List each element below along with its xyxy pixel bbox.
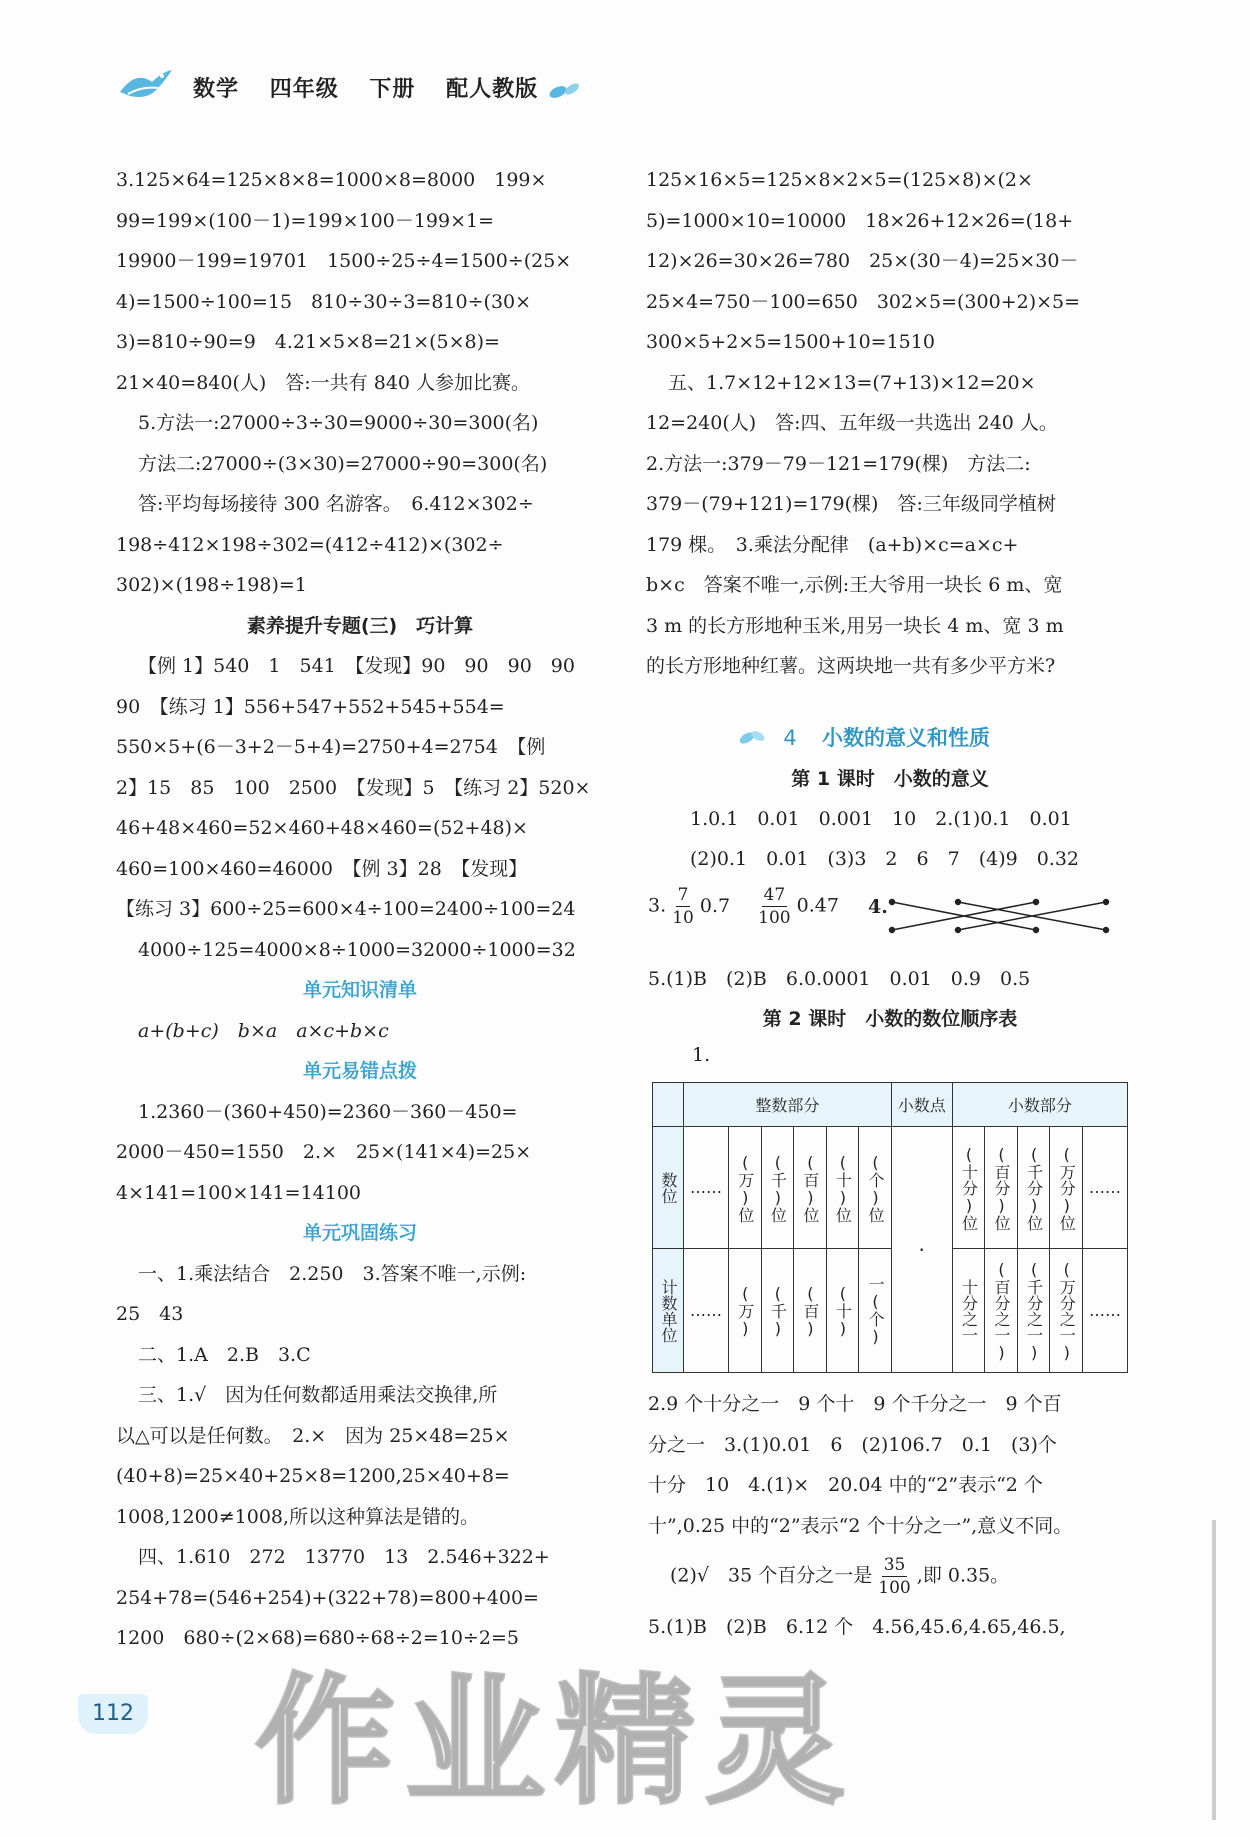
text-line: 460=100×460=46000 【例 3】28 【发现】	[116, 857, 528, 880]
text-line: 五、1.7×12+12×13=(7+13)×12=20×	[668, 371, 1036, 394]
header-subject: 数学	[193, 77, 240, 102]
unit-number: 4	[783, 726, 797, 750]
place-value-table	[652, 1082, 1128, 1373]
page-number-badge	[78, 1694, 148, 1734]
fraction-47-100: $\frac{47}{100}$	[758, 885, 791, 928]
text-line: (40+8)=25×40+25×8=1200,25×40+8=	[116, 1465, 510, 1487]
text-line: 5.方法一:27000÷3÷30=9000÷30=300(名)	[138, 412, 539, 434]
text-line: 2.9 个十分之一 9 个十 9 个千分之一 9 个百	[648, 1393, 1062, 1415]
place-ge: (个)位	[865, 1152, 885, 1223]
left-column	[116, 160, 604, 1659]
l1-line2: (2)0.1 0.01 (3)3 2 6 7 (4)9 0.32	[690, 848, 1080, 870]
header-volume: 下册	[369, 77, 416, 102]
text-line: 1008,1200≠1008,所以这种算法是错的。	[116, 1505, 480, 1528]
text-line: 254+78=(546+254)+(322+78)=800+400=	[116, 1586, 539, 1609]
fraction-35-100: $\frac{35}{100}$	[878, 1555, 911, 1598]
text-line: 302)×(198÷198)=1	[116, 574, 307, 596]
text-line: 4)=1500÷100=15 810÷30÷3=810÷(30×	[116, 290, 532, 313]
text-line: 答:平均每场接待 300 名游客。 6.412×302÷	[138, 493, 534, 515]
text-line: 2】15 85 100 2500 【发现】5 【练习 2】520×	[116, 776, 591, 799]
lesson2-title: 第 2 课时 小数的数位顺序表	[762, 1008, 1018, 1030]
l1-line4: 5.(1)B (2)B 6.0.0001 0.01 0.9 0.5	[648, 968, 1031, 990]
text-line: 125×16×5=125×8×2×5=(125×8)×(2×	[646, 169, 1033, 191]
text-line: 90 【练习 1】556+547+552+545+554=	[116, 695, 505, 718]
text-line: 550×5+(6－3+2－5+4)=2750+4=2754 【例	[116, 736, 546, 758]
text-line: 179 棵。 3.乘法分配律 (a+b)×c=a×c+	[646, 533, 1019, 556]
unit-hundredth: (百分之一)	[992, 1259, 1012, 1362]
unit-tenth: 十分之一	[959, 1278, 979, 1343]
unit-shi: (十)	[833, 1283, 853, 1338]
text-line: a+(b+c) b×a a×c+b×c	[138, 1019, 389, 1042]
l1-q3	[648, 884, 839, 929]
unit-ten-thousandth: (万分之一)	[1057, 1259, 1077, 1362]
table-dots: ……	[1083, 1127, 1128, 1249]
l1-line1: 1.0.1 0.01 0.001 10 2.(1)0.1 0.01	[690, 808, 1072, 830]
text-line: 素养提升专题(三) 巧计算	[246, 614, 474, 637]
text-line: 【例 1】540 1 541 【发现】90 90 90 90	[138, 655, 575, 677]
text-line: 十”,0.25 中的“2”表示“2 个十分之一”,意义不同。	[648, 1514, 1073, 1537]
header-decimal-part: 小数部分	[952, 1083, 1127, 1127]
l1-q3-end: 0.47	[796, 894, 839, 917]
text-line: 单元知识清单	[302, 979, 417, 1001]
l1-q4-label: 4.	[868, 896, 888, 918]
text-line: 1.2360－(360+450)=2360－360－450=	[138, 1100, 518, 1123]
matching-lines-diagram	[886, 896, 1126, 936]
row-label-place: 数位	[659, 1171, 678, 1204]
table-dots: ……	[1083, 1249, 1128, 1373]
unit-title: 小数的意义和性质	[822, 726, 990, 750]
place-tenths: (十分)位	[959, 1144, 979, 1231]
text-line: 46+48×460=52×460+48×460=(52+48)×	[116, 817, 528, 839]
text-line: 三、1.√ 因为任何数都适用乘法交换律,所	[138, 1384, 498, 1406]
text-line: 2.方法一:379－79－121=179(棵) 方法二:	[646, 452, 1031, 475]
text-line: 3.125×64=125×8×8=1000×8=8000 199×	[116, 169, 547, 191]
unit-wan: (万)	[735, 1283, 755, 1338]
lesson1-title: 第 1 课时 小数的意义	[791, 768, 989, 790]
place-ten-thousandths: (万分)位	[1057, 1144, 1077, 1231]
text-line: 25 43	[116, 1303, 184, 1325]
l1-q3-mid: 0.7	[699, 894, 731, 917]
text-line: 以△可以是任何数。 2.× 因为 25×48=25×	[116, 1424, 510, 1447]
right-column-top	[646, 160, 1134, 687]
text-line: 3)=810÷90=9 4.21×5×8=21×(5×8)=	[116, 331, 500, 353]
table-dots: ……	[684, 1127, 729, 1249]
text-line: 3 m 的长方形地种玉米,用另一块长 4 m、宽 3 m	[646, 614, 1064, 637]
text-line: 25×4=750－100=650 302×5=(300+2)×5=	[646, 290, 1081, 313]
place-wan: (万)位	[735, 1152, 755, 1223]
text-line: 19900－199=19701 1500÷25÷4=1500÷(25×	[116, 250, 572, 272]
text-line: 99=199×(100－1)=199×100－199×1=	[116, 209, 495, 232]
l2-last-line: 5.(1)B (2)B 6.12 个 4.56,45.6,4.65,46.5,	[648, 1616, 1066, 1638]
bird-logo-icon	[118, 64, 174, 104]
l2-q4b	[670, 1554, 1009, 1599]
text-line: 21×40=840(人) 答:一共有 840 人参加比赛。	[116, 371, 531, 394]
text-line: 的长方形地种红薯。这两块地一共有多少平方米?	[646, 655, 1056, 677]
text-line: 四、1.610 272 13770 13 2.546+322+	[138, 1546, 550, 1568]
text-line: 分之一 3.(1)0.01 6 (2)106.7 0.1 (3)个	[648, 1433, 1057, 1456]
place-bai: (百)位	[800, 1152, 820, 1223]
text-line: 方法二:27000÷(3×30)=27000÷90=300(名)	[138, 452, 548, 475]
header-leaf-icon	[548, 80, 582, 104]
text-line: 十分 10 4.(1)× 20.04 中的“2”表示“2 个	[648, 1474, 1043, 1496]
text-line: 二、1.A 2.B 3.C	[138, 1343, 311, 1366]
leaf-icon	[738, 727, 766, 752]
text-line: b×c 答案不唯一,示例:王大爷用一块长 6 m、宽	[646, 574, 1063, 596]
watermark: 作业精灵	[255, 1661, 856, 1824]
text-line: 【练习 3】600÷25=600×4÷100=2400÷100=24	[116, 898, 576, 920]
header-logo	[118, 64, 174, 104]
header-title	[193, 72, 560, 103]
text-line: 5)=1000×10=10000 18×26+12×26=(18+	[646, 209, 1074, 232]
row-label-unit: 计数单位	[659, 1278, 678, 1343]
header-grade: 四年级	[269, 77, 339, 102]
place-qian: (千)位	[768, 1152, 788, 1223]
text-line: 一、1.乘法结合 2.250 3.答案不唯一,示例:	[138, 1262, 527, 1285]
l1-q3-label: 3.	[648, 894, 667, 917]
q4b-text: (2)√ 35 个百分之一是	[670, 1564, 873, 1587]
text-line: 2000－450=1550 2.× 25×(141×4)=25×	[116, 1141, 532, 1163]
unit-thousandth: (千分之一)	[1024, 1259, 1044, 1362]
text-line: 198÷412×198÷302=(412÷412)×(302÷	[116, 533, 504, 556]
page-number: 112	[92, 1701, 134, 1726]
unit-heading	[738, 722, 990, 752]
header-edition: 配人教版	[446, 77, 539, 102]
decimal-point-cell: ·	[891, 1127, 952, 1373]
fraction-7-10: $\frac{7}{10}$	[672, 885, 694, 928]
text-line: 4×141=100×141=14100	[116, 1181, 362, 1204]
unit-bai: (百)	[800, 1283, 820, 1338]
page-edge	[1212, 1520, 1216, 1820]
text-line: 4000÷125=4000×8÷1000=32000÷1000=32	[138, 938, 576, 961]
table-dots: ……	[684, 1249, 729, 1373]
text-line: 12=240(人) 答:四、五年级一共选出 240 人。	[646, 412, 1058, 434]
lesson2-answers	[648, 1384, 1136, 1546]
place-shi: (十)位	[833, 1152, 853, 1223]
l2-q1-label: 1.	[692, 1044, 711, 1066]
place-thousandths: (千分)位	[1024, 1144, 1044, 1231]
text-line: 单元易错点拨	[302, 1060, 417, 1082]
text-line: 379－(79+121)=179(棵) 答:三年级同学植树	[646, 493, 1056, 515]
text-line: 单元巩固练习	[302, 1222, 417, 1244]
q4b-text-end: ,即 0.35。	[916, 1564, 1010, 1587]
text-line: 300×5+2×5=1500+10=1510	[646, 331, 935, 353]
header-integer-part: 整数部分	[684, 1083, 892, 1127]
text-line: 1200 680÷(2×68)=680÷68÷2=10÷2=5	[116, 1627, 519, 1649]
unit-qian: (千)	[768, 1283, 788, 1338]
unit-ge: 一(个)	[865, 1275, 885, 1346]
text-line: 12)×26=30×26=780 25×(30－4)=25×30－	[646, 250, 1079, 272]
header-decimal-point: 小数点	[891, 1083, 952, 1127]
place-hundredths: (百分)位	[992, 1144, 1012, 1231]
